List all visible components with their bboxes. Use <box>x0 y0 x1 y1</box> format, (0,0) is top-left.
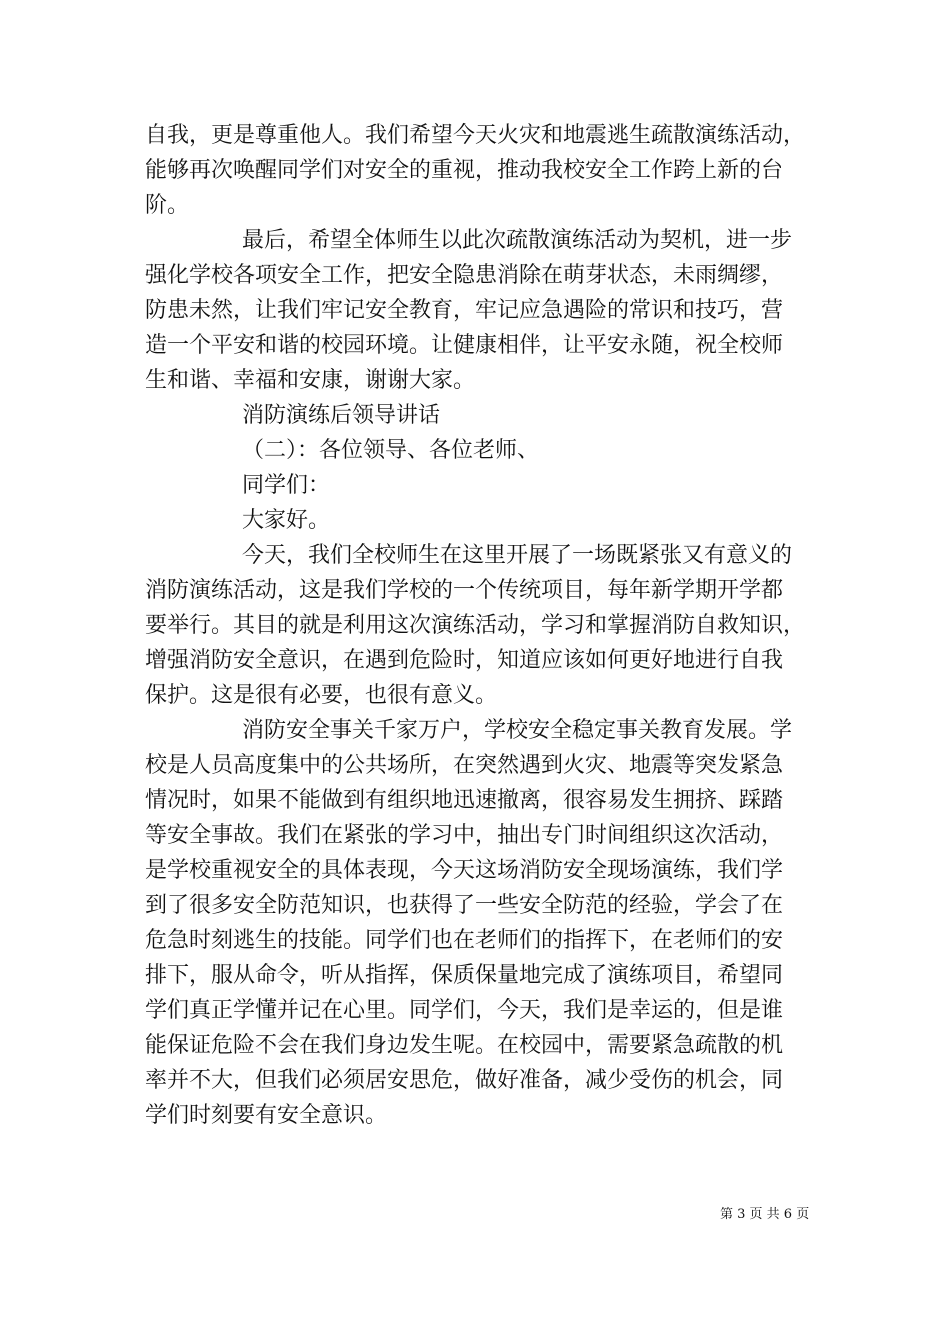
text-line: 校是人员高度集中的公共场所，在突然遇到火灾、地震等突发紧急 <box>145 753 784 778</box>
text-line: 情况时，如果不能做到有组织地迅速撤离，很容易发生拥挤、踩踏 <box>145 788 784 813</box>
text-line: 排下，服从命令，听从指挥，保质保量地完成了演练项目，希望同 <box>145 963 784 988</box>
text-line: 能保证危险不会在我们身边发生呢。在校园中，需要紧急疏散的机 <box>145 1033 784 1058</box>
text-line: 今天，我们全校师生在这里开展了一场既紧张又有意义的 <box>242 543 793 568</box>
text-line: 造一个平安和谐的校园环境。让健康相伴，让平安永随，祝全校师 <box>145 333 784 358</box>
text-line: 强化学校各项安全工作，把安全隐患消除在萌芽状态，未雨绸缪， <box>145 263 784 288</box>
text-line: 自我，更是尊重他人。我们希望今天火灾和地震逃生疏散演练活动， <box>145 123 806 148</box>
text-line: 保护。这是很有必要，也很有意义。 <box>145 683 498 708</box>
body-text <box>145 118 810 1133</box>
text-line: 防患未然，让我们牢记安全教育，牢记应急遇险的常识和技巧，营 <box>145 298 784 323</box>
text-line: 同学们： <box>242 473 331 498</box>
text-line: 消防安全事关千家万户，学校安全稳定事关教育发展。学 <box>242 718 793 743</box>
page-number: 第 3 页 共 6 页 <box>720 1207 810 1222</box>
text-line: 消防演练活动，这是我们学校的一个传统项目，每年新学期开学都 <box>145 578 784 603</box>
text-line: 生和谐、幸福和安康，谢谢大家。 <box>145 368 476 393</box>
text-line: 是学校重视安全的具体表现，今天这场消防安全现场演练，我们学 <box>145 858 784 883</box>
text-line: 阶。 <box>145 193 190 218</box>
text-line: 等安全事故。我们在紧张的学习中，抽出专门时间组织这次活动， <box>145 823 784 848</box>
text-line: 大家好。 <box>242 508 331 533</box>
text-line: 学们时刻要有安全意识。 <box>145 1103 388 1128</box>
text-line: 最后，希望全体师生以此次疏散演练活动为契机，进一步 <box>242 228 793 253</box>
text-line: 学们真正学懂并记在心里。同学们，今天，我们是幸运的，但是谁 <box>145 998 784 1023</box>
text-line: 到了很多安全防范知识，也获得了一些安全防范的经验，学会了在 <box>145 893 784 918</box>
text-line: （二）：各位领导、各位老师、 <box>242 438 540 463</box>
text-line: 要举行。其目的就是利用这次演练活动，学习和掌握消防自救知识， <box>145 613 806 638</box>
text-line: 增强消防安全意识，在遇到危险时，知道应该如何更好地进行自我 <box>145 648 784 673</box>
text-line: 率并不大，但我们必须居安思危，做好准备，减少受伤的机会，同 <box>145 1068 784 1093</box>
section-heading: 消防演练后领导讲话 <box>242 403 441 428</box>
text-line: 能够再次唤醒同学们对安全的重视，推动我校安全工作跨上新的台 <box>145 158 784 183</box>
text-line: 危急时刻逃生的技能。同学们也在老师们的指挥下，在老师们的安 <box>145 928 784 953</box>
